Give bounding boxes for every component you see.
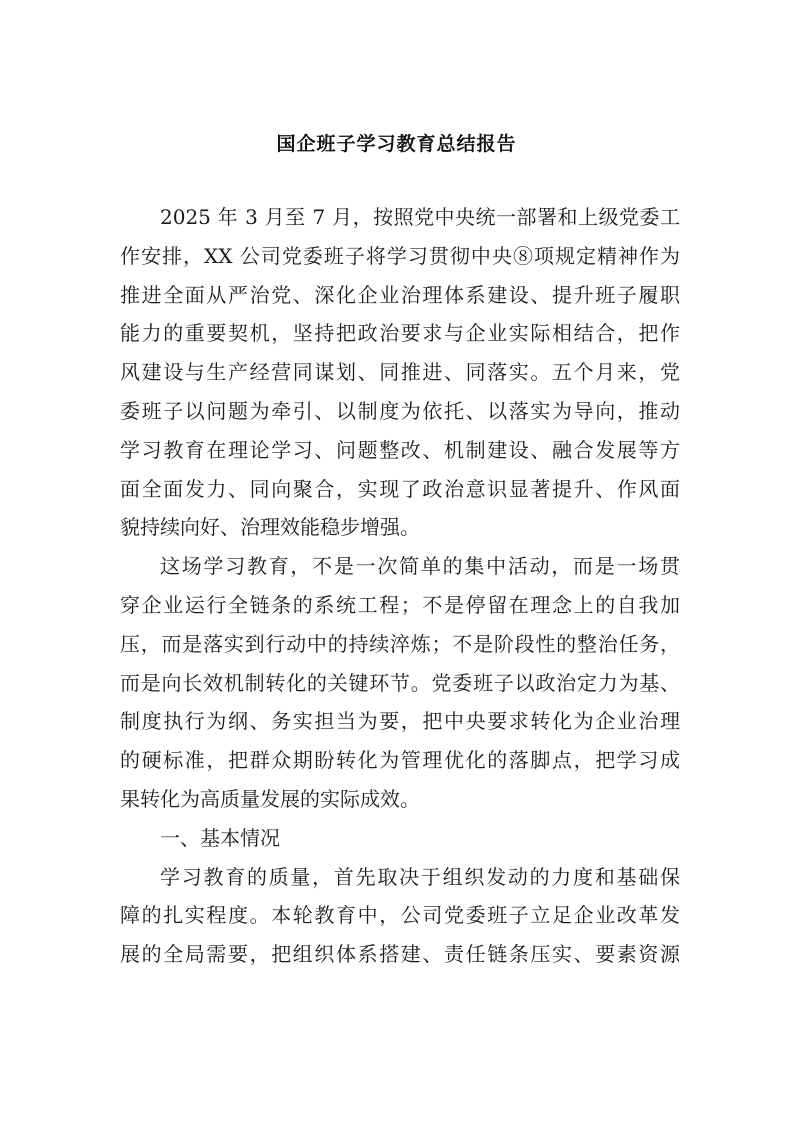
body-text-line: 而是向长效机制转化的关键环节。党委班子以政治定力为基、: [120, 670, 680, 695]
body-text-line: 这场学习教育，不是一次简单的集中活动，而是一场贯: [160, 554, 680, 579]
body-text-line: 障的扎实程度。本轮教育中，公司党委班子立足企业改革发: [120, 903, 680, 928]
body-text-line: 面全面发力、同向聚合，实现了政治意识显著提升、作风面: [120, 476, 680, 501]
body-text-line: 推进全面从严治党、深化企业治理体系建设、提升班子履职: [120, 282, 680, 307]
body-text-line: 的硬标准，把群众期盼转化为管理优化的落脚点，把学习成: [120, 748, 680, 773]
body-text-line: 压，而是落实到行动中的持续淬炼；不是阶段性的整治任务，: [120, 631, 680, 656]
document-body: [120, 198, 680, 974]
body-text-line: 作安排，XX 公司党委班子将学习贯彻中央⑧项规定精神作为: [120, 243, 680, 268]
body-text-line: 风建设与生产经营同谋划、同推进、同落实。五个月来，党: [120, 360, 680, 385]
body-text-line: 制度执行为纲、务实担当为要，把中央要求转化为企业治理: [120, 709, 680, 734]
body-text-line: 貌持续向好、治理效能稳步增强。: [120, 515, 420, 540]
body-text-line: 穿企业运行全链条的系统工程；不是停留在理念上的自我加: [120, 592, 680, 617]
body-text-line: 一、基本情况: [160, 825, 280, 850]
body-text-line: 委班子以问题为牵引、以制度为依托、以落实为导向，推动: [120, 398, 680, 423]
body-text-line: 学习教育在理论学习、问题整改、机制建设、融合发展等方: [120, 437, 680, 462]
body-text-line: 展的全局需要，把组织体系搭建、责任链条压实、要素资源: [120, 942, 680, 967]
body-text-line: 2025 年 3 月至 7 月，按照党中央统一部署和上级党委工: [160, 205, 680, 229]
body-text-line: 果转化为高质量发展的实际成效。: [120, 786, 420, 811]
body-text-line: 能力的重要契机，坚持把政治要求与企业实际相结合，把作: [120, 321, 680, 346]
body-text-line: 学习教育的质量，首先取决于组织发动的力度和基础保: [160, 864, 680, 889]
document-title: 国企班子学习教育总结报告: [276, 133, 517, 155]
